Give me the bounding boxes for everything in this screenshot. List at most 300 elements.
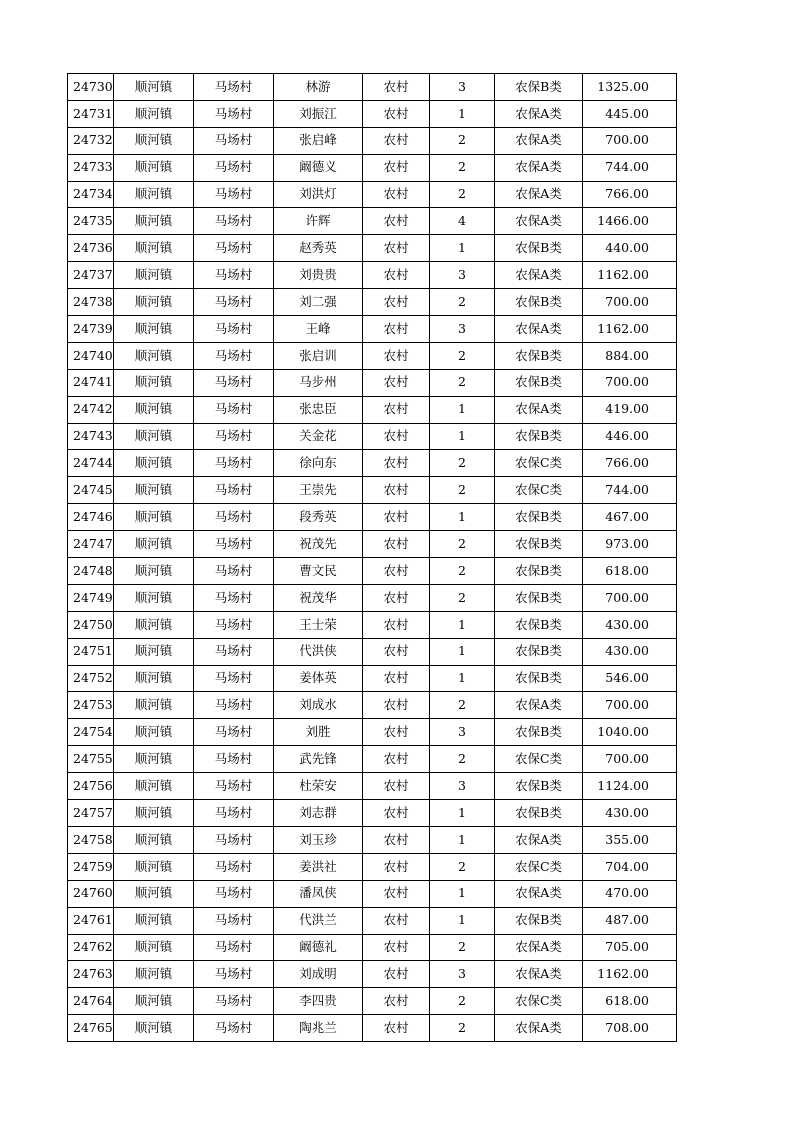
- person-count-cell: 2: [430, 154, 495, 181]
- table-row: [68, 208, 677, 235]
- person-count-cell: 1: [430, 396, 495, 423]
- household-type-cell: 农村: [363, 423, 430, 450]
- table-row: [68, 262, 677, 289]
- amount-cell: 973.00: [583, 531, 677, 558]
- village-cell: 马场村: [194, 369, 274, 396]
- record-id-cell: 24736: [68, 235, 114, 262]
- table-row: [68, 800, 677, 827]
- village-cell: 马场村: [194, 584, 274, 611]
- record-id-cell: 24738: [68, 289, 114, 316]
- record-id-cell: 24734: [68, 181, 114, 208]
- town-cell: 顺河镇: [114, 853, 194, 880]
- record-id-cell: 24730: [68, 74, 114, 101]
- table-row: [68, 638, 677, 665]
- name-cell: 祝茂华: [274, 584, 363, 611]
- household-type-cell: 农村: [363, 611, 430, 638]
- name-cell: 刘振江: [274, 100, 363, 127]
- household-type-cell: 农村: [363, 826, 430, 853]
- name-cell: 刘二强: [274, 289, 363, 316]
- person-count-cell: 1: [430, 800, 495, 827]
- person-count-cell: 2: [430, 450, 495, 477]
- record-id-cell: 24753: [68, 692, 114, 719]
- table-row: [68, 369, 677, 396]
- amount-cell: 700.00: [583, 369, 677, 396]
- household-type-cell: 农村: [363, 531, 430, 558]
- table-row: [68, 692, 677, 719]
- insurance-category-cell: 农保A类: [495, 181, 583, 208]
- village-cell: 马场村: [194, 853, 274, 880]
- record-id-cell: 24763: [68, 961, 114, 988]
- person-count-cell: 2: [430, 1015, 495, 1042]
- insurance-category-cell: 农保B类: [495, 907, 583, 934]
- village-cell: 马场村: [194, 423, 274, 450]
- person-count-cell: 3: [430, 961, 495, 988]
- person-count-cell: 2: [430, 692, 495, 719]
- name-cell: 刘玉珍: [274, 826, 363, 853]
- village-cell: 马场村: [194, 450, 274, 477]
- village-cell: 马场村: [194, 907, 274, 934]
- person-count-cell: 3: [430, 74, 495, 101]
- person-count-cell: 2: [430, 181, 495, 208]
- person-count-cell: 2: [430, 531, 495, 558]
- insurance-category-cell: 农保A类: [495, 100, 583, 127]
- insurance-category-cell: 农保A类: [495, 1015, 583, 1042]
- name-cell: 刘成明: [274, 961, 363, 988]
- record-id-cell: 24750: [68, 611, 114, 638]
- record-id-cell: 24733: [68, 154, 114, 181]
- amount-cell: 618.00: [583, 988, 677, 1015]
- table-row: [68, 289, 677, 316]
- record-id-cell: 24745: [68, 477, 114, 504]
- village-cell: 马场村: [194, 262, 274, 289]
- name-cell: 刘胜: [274, 719, 363, 746]
- village-cell: 马场村: [194, 74, 274, 101]
- name-cell: 祝茂先: [274, 531, 363, 558]
- amount-cell: 618.00: [583, 558, 677, 585]
- table-row: [68, 611, 677, 638]
- person-count-cell: 3: [430, 719, 495, 746]
- town-cell: 顺河镇: [114, 746, 194, 773]
- household-type-cell: 农村: [363, 289, 430, 316]
- household-type-cell: 农村: [363, 208, 430, 235]
- household-type-cell: 农村: [363, 638, 430, 665]
- amount-cell: 700.00: [583, 584, 677, 611]
- town-cell: 顺河镇: [114, 719, 194, 746]
- table-body: [68, 74, 677, 1042]
- household-type-cell: 农村: [363, 934, 430, 961]
- insurance-category-cell: 农保A类: [495, 396, 583, 423]
- amount-cell: 1040.00: [583, 719, 677, 746]
- household-type-cell: 农村: [363, 773, 430, 800]
- village-cell: 马场村: [194, 558, 274, 585]
- name-cell: 关金花: [274, 423, 363, 450]
- household-type-cell: 农村: [363, 558, 430, 585]
- insurance-category-cell: 农保A类: [495, 154, 583, 181]
- amount-cell: 1466.00: [583, 208, 677, 235]
- name-cell: 刘洪灯: [274, 181, 363, 208]
- table-row: [68, 235, 677, 262]
- village-cell: 马场村: [194, 100, 274, 127]
- village-cell: 马场村: [194, 692, 274, 719]
- amount-cell: 419.00: [583, 396, 677, 423]
- record-id-cell: 24751: [68, 638, 114, 665]
- name-cell: 林游: [274, 74, 363, 101]
- amount-cell: 430.00: [583, 611, 677, 638]
- town-cell: 顺河镇: [114, 638, 194, 665]
- amount-cell: 1124.00: [583, 773, 677, 800]
- person-count-cell: 2: [430, 127, 495, 154]
- amount-cell: 546.00: [583, 665, 677, 692]
- household-type-cell: 农村: [363, 316, 430, 343]
- amount-cell: 700.00: [583, 289, 677, 316]
- amount-cell: 1325.00: [583, 74, 677, 101]
- person-count-cell: 2: [430, 558, 495, 585]
- insurance-category-cell: 农保A类: [495, 127, 583, 154]
- record-id-cell: 24744: [68, 450, 114, 477]
- village-cell: 马场村: [194, 773, 274, 800]
- record-id-cell: 24739: [68, 316, 114, 343]
- person-count-cell: 3: [430, 773, 495, 800]
- village-cell: 马场村: [194, 154, 274, 181]
- amount-cell: 1162.00: [583, 262, 677, 289]
- record-id-cell: 24746: [68, 504, 114, 531]
- table-row: [68, 988, 677, 1015]
- name-cell: 曹文民: [274, 558, 363, 585]
- table-row: [68, 826, 677, 853]
- household-type-cell: 农村: [363, 584, 430, 611]
- person-count-cell: 1: [430, 880, 495, 907]
- village-cell: 马场村: [194, 665, 274, 692]
- amount-cell: 884.00: [583, 342, 677, 369]
- amount-cell: 430.00: [583, 800, 677, 827]
- insurance-category-cell: 农保A类: [495, 262, 583, 289]
- amount-cell: 487.00: [583, 907, 677, 934]
- town-cell: 顺河镇: [114, 880, 194, 907]
- insurance-category-cell: 农保A类: [495, 692, 583, 719]
- household-type-cell: 农村: [363, 235, 430, 262]
- amount-cell: 445.00: [583, 100, 677, 127]
- name-cell: 张启训: [274, 342, 363, 369]
- household-type-cell: 农村: [363, 719, 430, 746]
- person-count-cell: 3: [430, 316, 495, 343]
- town-cell: 顺河镇: [114, 154, 194, 181]
- town-cell: 顺河镇: [114, 584, 194, 611]
- table-row: [68, 396, 677, 423]
- village-cell: 马场村: [194, 1015, 274, 1042]
- village-cell: 马场村: [194, 289, 274, 316]
- village-cell: 马场村: [194, 934, 274, 961]
- household-type-cell: 农村: [363, 880, 430, 907]
- name-cell: 刘成水: [274, 692, 363, 719]
- household-type-cell: 农村: [363, 665, 430, 692]
- person-count-cell: 1: [430, 665, 495, 692]
- village-cell: 马场村: [194, 746, 274, 773]
- town-cell: 顺河镇: [114, 934, 194, 961]
- person-count-cell: 2: [430, 289, 495, 316]
- table-row: [68, 880, 677, 907]
- table-row: [68, 423, 677, 450]
- name-cell: 潘凤侠: [274, 880, 363, 907]
- town-cell: 顺河镇: [114, 262, 194, 289]
- village-cell: 马场村: [194, 531, 274, 558]
- insurance-category-cell: 农保A类: [495, 880, 583, 907]
- name-cell: 段秀英: [274, 504, 363, 531]
- village-cell: 马场村: [194, 826, 274, 853]
- table-row: [68, 342, 677, 369]
- name-cell: 刘志群: [274, 800, 363, 827]
- village-cell: 马场村: [194, 611, 274, 638]
- household-type-cell: 农村: [363, 907, 430, 934]
- insurance-category-cell: 农保B类: [495, 74, 583, 101]
- town-cell: 顺河镇: [114, 558, 194, 585]
- insurance-category-cell: 农保B类: [495, 235, 583, 262]
- amount-cell: 1162.00: [583, 961, 677, 988]
- amount-cell: 700.00: [583, 692, 677, 719]
- table-row: [68, 1015, 677, 1042]
- table-row: [68, 100, 677, 127]
- table-row: [68, 181, 677, 208]
- town-cell: 顺河镇: [114, 477, 194, 504]
- person-count-cell: 1: [430, 826, 495, 853]
- town-cell: 顺河镇: [114, 369, 194, 396]
- town-cell: 顺河镇: [114, 450, 194, 477]
- record-id-cell: 24749: [68, 584, 114, 611]
- household-type-cell: 农村: [363, 853, 430, 880]
- amount-cell: 700.00: [583, 127, 677, 154]
- table-row: [68, 773, 677, 800]
- name-cell: 马步州: [274, 369, 363, 396]
- record-id-cell: 24735: [68, 208, 114, 235]
- village-cell: 马场村: [194, 477, 274, 504]
- insurance-category-cell: 农保B类: [495, 531, 583, 558]
- record-id-cell: 24740: [68, 342, 114, 369]
- insurance-category-cell: 农保B类: [495, 611, 583, 638]
- village-cell: 马场村: [194, 181, 274, 208]
- insurance-category-cell: 农保B类: [495, 800, 583, 827]
- record-id-cell: 24760: [68, 880, 114, 907]
- data-table: [67, 73, 677, 1042]
- town-cell: 顺河镇: [114, 316, 194, 343]
- record-id-cell: 24755: [68, 746, 114, 773]
- record-id-cell: 24758: [68, 826, 114, 853]
- amount-cell: 1162.00: [583, 316, 677, 343]
- name-cell: 王崇先: [274, 477, 363, 504]
- village-cell: 马场村: [194, 208, 274, 235]
- village-cell: 马场村: [194, 127, 274, 154]
- amount-cell: 704.00: [583, 853, 677, 880]
- table-row: [68, 154, 677, 181]
- person-count-cell: 2: [430, 934, 495, 961]
- record-id-cell: 24747: [68, 531, 114, 558]
- household-type-cell: 农村: [363, 342, 430, 369]
- table-row: [68, 504, 677, 531]
- amount-cell: 430.00: [583, 638, 677, 665]
- name-cell: 阚德义: [274, 154, 363, 181]
- household-type-cell: 农村: [363, 262, 430, 289]
- table-row: [68, 450, 677, 477]
- name-cell: 王士荣: [274, 611, 363, 638]
- name-cell: 阚德礼: [274, 934, 363, 961]
- insurance-category-cell: 农保A类: [495, 826, 583, 853]
- town-cell: 顺河镇: [114, 531, 194, 558]
- name-cell: 许辉: [274, 208, 363, 235]
- amount-cell: 766.00: [583, 450, 677, 477]
- name-cell: 赵秀英: [274, 235, 363, 262]
- table-row: [68, 127, 677, 154]
- name-cell: 张忠臣: [274, 396, 363, 423]
- name-cell: 武先锋: [274, 746, 363, 773]
- table-row: [68, 746, 677, 773]
- town-cell: 顺河镇: [114, 988, 194, 1015]
- person-count-cell: 1: [430, 907, 495, 934]
- person-count-cell: 3: [430, 262, 495, 289]
- village-cell: 马场村: [194, 504, 274, 531]
- insurance-category-cell: 农保C类: [495, 450, 583, 477]
- insurance-category-cell: 农保A类: [495, 934, 583, 961]
- person-count-cell: 2: [430, 342, 495, 369]
- insurance-category-cell: 农保C类: [495, 746, 583, 773]
- table-row: [68, 316, 677, 343]
- household-type-cell: 农村: [363, 396, 430, 423]
- record-id-cell: 24761: [68, 907, 114, 934]
- insurance-category-cell: 农保B类: [495, 584, 583, 611]
- town-cell: 顺河镇: [114, 961, 194, 988]
- amount-cell: 744.00: [583, 154, 677, 181]
- record-id-cell: 24764: [68, 988, 114, 1015]
- table-row: [68, 531, 677, 558]
- town-cell: 顺河镇: [114, 289, 194, 316]
- household-type-cell: 农村: [363, 692, 430, 719]
- insurance-category-cell: 农保B类: [495, 773, 583, 800]
- person-count-cell: 4: [430, 208, 495, 235]
- household-type-cell: 农村: [363, 477, 430, 504]
- town-cell: 顺河镇: [114, 100, 194, 127]
- name-cell: 姜体英: [274, 665, 363, 692]
- amount-cell: 700.00: [583, 746, 677, 773]
- table-row: [68, 477, 677, 504]
- town-cell: 顺河镇: [114, 74, 194, 101]
- person-count-cell: 2: [430, 988, 495, 1015]
- town-cell: 顺河镇: [114, 611, 194, 638]
- name-cell: 刘贵贵: [274, 262, 363, 289]
- person-count-cell: 1: [430, 423, 495, 450]
- village-cell: 马场村: [194, 800, 274, 827]
- record-id-cell: 24731: [68, 100, 114, 127]
- town-cell: 顺河镇: [114, 181, 194, 208]
- record-id-cell: 24737: [68, 262, 114, 289]
- person-count-cell: 1: [430, 235, 495, 262]
- record-id-cell: 24757: [68, 800, 114, 827]
- amount-cell: 766.00: [583, 181, 677, 208]
- table-row: [68, 719, 677, 746]
- name-cell: 王峰: [274, 316, 363, 343]
- insurance-category-cell: 农保B类: [495, 342, 583, 369]
- amount-cell: 705.00: [583, 934, 677, 961]
- amount-cell: 744.00: [583, 477, 677, 504]
- table-row: [68, 907, 677, 934]
- name-cell: 徐向东: [274, 450, 363, 477]
- household-type-cell: 农村: [363, 74, 430, 101]
- insurance-category-cell: 农保A类: [495, 961, 583, 988]
- record-id-cell: 24765: [68, 1015, 114, 1042]
- record-id-cell: 24754: [68, 719, 114, 746]
- insurance-category-cell: 农保B类: [495, 719, 583, 746]
- insurance-category-cell: 农保B类: [495, 423, 583, 450]
- amount-cell: 467.00: [583, 504, 677, 531]
- household-type-cell: 农村: [363, 100, 430, 127]
- insurance-category-cell: 农保B类: [495, 504, 583, 531]
- village-cell: 马场村: [194, 316, 274, 343]
- household-type-cell: 农村: [363, 1015, 430, 1042]
- record-id-cell: 24759: [68, 853, 114, 880]
- household-type-cell: 农村: [363, 369, 430, 396]
- record-id-cell: 24743: [68, 423, 114, 450]
- name-cell: 杜荣安: [274, 773, 363, 800]
- amount-cell: 470.00: [583, 880, 677, 907]
- name-cell: 张启峰: [274, 127, 363, 154]
- village-cell: 马场村: [194, 342, 274, 369]
- record-id-cell: 24732: [68, 127, 114, 154]
- table-row: [68, 853, 677, 880]
- village-cell: 马场村: [194, 638, 274, 665]
- name-cell: 陶兆兰: [274, 1015, 363, 1042]
- name-cell: 李四贵: [274, 988, 363, 1015]
- insurance-category-cell: 农保C类: [495, 477, 583, 504]
- village-cell: 马场村: [194, 880, 274, 907]
- town-cell: 顺河镇: [114, 773, 194, 800]
- household-type-cell: 农村: [363, 127, 430, 154]
- person-count-cell: 2: [430, 477, 495, 504]
- amount-cell: 446.00: [583, 423, 677, 450]
- table-row: [68, 934, 677, 961]
- person-count-cell: 2: [430, 853, 495, 880]
- household-type-cell: 农村: [363, 181, 430, 208]
- insurance-category-cell: 农保B类: [495, 558, 583, 585]
- name-cell: 代洪侠: [274, 638, 363, 665]
- household-type-cell: 农村: [363, 450, 430, 477]
- insurance-category-cell: 农保B类: [495, 289, 583, 316]
- insurance-category-cell: 农保C类: [495, 988, 583, 1015]
- table-row: [68, 584, 677, 611]
- household-type-cell: 农村: [363, 154, 430, 181]
- town-cell: 顺河镇: [114, 907, 194, 934]
- village-cell: 马场村: [194, 719, 274, 746]
- town-cell: 顺河镇: [114, 127, 194, 154]
- town-cell: 顺河镇: [114, 665, 194, 692]
- insurance-category-cell: 农保A类: [495, 208, 583, 235]
- name-cell: 代洪兰: [274, 907, 363, 934]
- household-type-cell: 农村: [363, 504, 430, 531]
- town-cell: 顺河镇: [114, 342, 194, 369]
- village-cell: 马场村: [194, 961, 274, 988]
- amount-cell: 355.00: [583, 826, 677, 853]
- insurance-category-cell: 农保B类: [495, 638, 583, 665]
- household-type-cell: 农村: [363, 988, 430, 1015]
- amount-cell: 708.00: [583, 1015, 677, 1042]
- village-cell: 马场村: [194, 235, 274, 262]
- person-count-cell: 1: [430, 611, 495, 638]
- name-cell: 姜洪社: [274, 853, 363, 880]
- record-id-cell: 24748: [68, 558, 114, 585]
- insurance-category-cell: 农保B类: [495, 369, 583, 396]
- household-type-cell: 农村: [363, 800, 430, 827]
- town-cell: 顺河镇: [114, 692, 194, 719]
- person-count-cell: 1: [430, 100, 495, 127]
- town-cell: 顺河镇: [114, 504, 194, 531]
- record-id-cell: 24756: [68, 773, 114, 800]
- table-row: [68, 665, 677, 692]
- record-id-cell: 24742: [68, 396, 114, 423]
